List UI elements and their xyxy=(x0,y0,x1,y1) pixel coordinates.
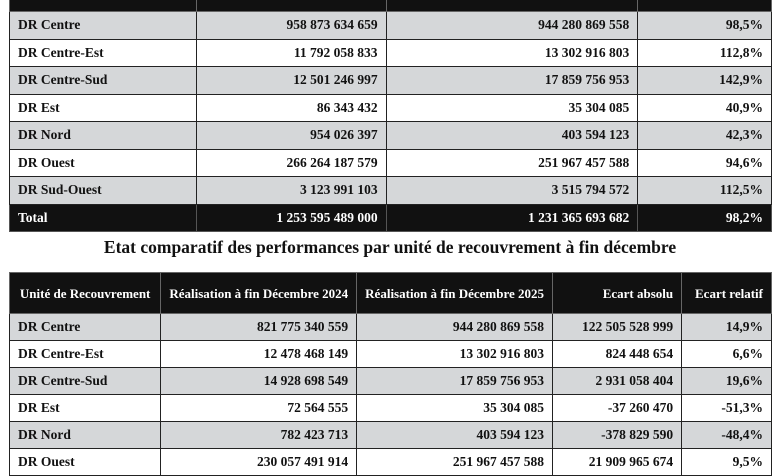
cell-value: 3 515 794 572 xyxy=(386,177,638,205)
cell-rate: 94,6% xyxy=(638,149,772,177)
cell-unit: DR Ouest xyxy=(10,449,161,476)
cell-ecart-relatif: 19,6% xyxy=(682,368,772,395)
cell-ecart-absolu: 824 448 654 xyxy=(553,341,682,368)
cell-unit: DR Est xyxy=(10,94,197,122)
total-value: 1 253 595 489 000 xyxy=(196,204,386,232)
table1-header-col4 xyxy=(638,0,772,12)
cell-ecart-absolu: 2 931 058 404 xyxy=(553,368,682,395)
table-row xyxy=(10,12,772,40)
table1-body xyxy=(10,12,772,232)
cell-realisation-2024: 14 928 698 549 xyxy=(161,368,357,395)
cell-value: 266 264 187 579 xyxy=(196,149,386,177)
table-row xyxy=(10,94,772,122)
cell-value: 958 873 634 659 xyxy=(196,12,386,40)
table1-header-col2 xyxy=(196,0,386,12)
cell-value: 13 302 916 803 xyxy=(386,39,638,67)
cell-realisation-2025: 35 304 085 xyxy=(357,395,553,422)
cell-value: 35 304 085 xyxy=(386,94,638,122)
table-row xyxy=(10,368,772,395)
objectives-table xyxy=(9,0,772,232)
cell-unit: DR Sud-Ouest xyxy=(10,177,197,205)
table-row xyxy=(10,149,772,177)
cell-ecart-absolu: 21 909 965 674 xyxy=(553,449,682,476)
cell-unit: DR Centre-Sud xyxy=(10,67,197,95)
cell-unit: DR Nord xyxy=(10,422,161,449)
cell-rate: 98,5% xyxy=(638,12,772,40)
cell-ecart-relatif: -48,4% xyxy=(682,422,772,449)
cell-rate: 142,9% xyxy=(638,67,772,95)
table-row xyxy=(10,39,772,67)
cell-realisation-2025: 403 594 123 xyxy=(357,422,553,449)
table-row xyxy=(10,314,772,341)
header-ecart-absolu: Ecart absolu xyxy=(553,273,682,314)
table1-header-row xyxy=(10,0,772,12)
cell-ecart-absolu: -378 829 590 xyxy=(553,422,682,449)
comparison-table xyxy=(9,272,772,476)
cell-rate: 40,9% xyxy=(638,94,772,122)
total-row xyxy=(10,204,772,232)
cell-value: 944 280 869 558 xyxy=(386,12,638,40)
cell-rate: 112,5% xyxy=(638,177,772,205)
header-realisation-2025: Réalisation à fin Décembre 2025 xyxy=(357,273,553,314)
cell-value: 86 343 432 xyxy=(196,94,386,122)
cell-realisation-2024: 230 057 491 914 xyxy=(161,449,357,476)
table-row xyxy=(10,122,772,150)
cell-realisation-2025: 944 280 869 558 xyxy=(357,314,553,341)
cell-value: 403 594 123 xyxy=(386,122,638,150)
cell-rate: 42,3% xyxy=(638,122,772,150)
table-row xyxy=(10,449,772,476)
cell-ecart-relatif: 9,5% xyxy=(682,449,772,476)
cell-value: 3 123 991 103 xyxy=(196,177,386,205)
cell-ecart-absolu: -37 260 470 xyxy=(553,395,682,422)
cell-unit: DR Centre-Sud xyxy=(10,368,161,395)
cell-ecart-relatif: 14,9% xyxy=(682,314,772,341)
table2-body xyxy=(10,314,772,476)
table1-header-unit xyxy=(10,0,197,12)
header-ecart-relatif: Ecart relatif xyxy=(682,273,772,314)
cell-unit: DR Centre-Est xyxy=(10,341,161,368)
total-label: Total xyxy=(10,204,197,232)
table-row xyxy=(10,177,772,205)
cell-unit: DR Centre xyxy=(10,314,161,341)
cell-unit: DR Centre-Est xyxy=(10,39,197,67)
table2-header-row xyxy=(10,273,772,314)
cell-ecart-absolu: 122 505 528 999 xyxy=(553,314,682,341)
table1-header-col3 xyxy=(386,0,638,12)
cell-realisation-2024: 72 564 555 xyxy=(161,395,357,422)
table-row xyxy=(10,395,772,422)
header-realisation-2024: Réalisation à fin Décembre 2024 xyxy=(161,273,357,314)
total-value: 1 231 365 693 682 xyxy=(386,204,638,232)
cell-ecart-relatif: 6,6% xyxy=(682,341,772,368)
cell-realisation-2024: 12 478 468 149 xyxy=(161,341,357,368)
cell-value: 954 026 397 xyxy=(196,122,386,150)
cell-realisation-2025: 17 859 756 953 xyxy=(357,368,553,395)
cell-unit: DR Nord xyxy=(10,122,197,150)
cell-realisation-2025: 251 967 457 588 xyxy=(357,449,553,476)
cell-value: 251 967 457 588 xyxy=(386,149,638,177)
cell-unit: DR Est xyxy=(10,395,161,422)
cell-ecart-relatif: -51,3% xyxy=(682,395,772,422)
cell-realisation-2025: 13 302 916 803 xyxy=(357,341,553,368)
table-row xyxy=(10,341,772,368)
section-title: Etat comparatif des performances par unité de recouvrement à fin décembre xyxy=(103,237,677,257)
cell-unit: DR Ouest xyxy=(10,149,197,177)
cell-realisation-2024: 782 423 713 xyxy=(161,422,357,449)
cell-rate: 112,8% xyxy=(638,39,772,67)
cell-value: 11 792 058 833 xyxy=(196,39,386,67)
header-unit: Unité de Recouvrement xyxy=(10,273,161,314)
cell-unit: DR Centre xyxy=(10,12,197,40)
table-row xyxy=(10,67,772,95)
cell-value: 12 501 246 997 xyxy=(196,67,386,95)
cell-realisation-2024: 821 775 340 559 xyxy=(161,314,357,341)
cell-value: 17 859 756 953 xyxy=(386,67,638,95)
total-rate: 98,2% xyxy=(638,204,772,232)
table-row xyxy=(10,422,772,449)
